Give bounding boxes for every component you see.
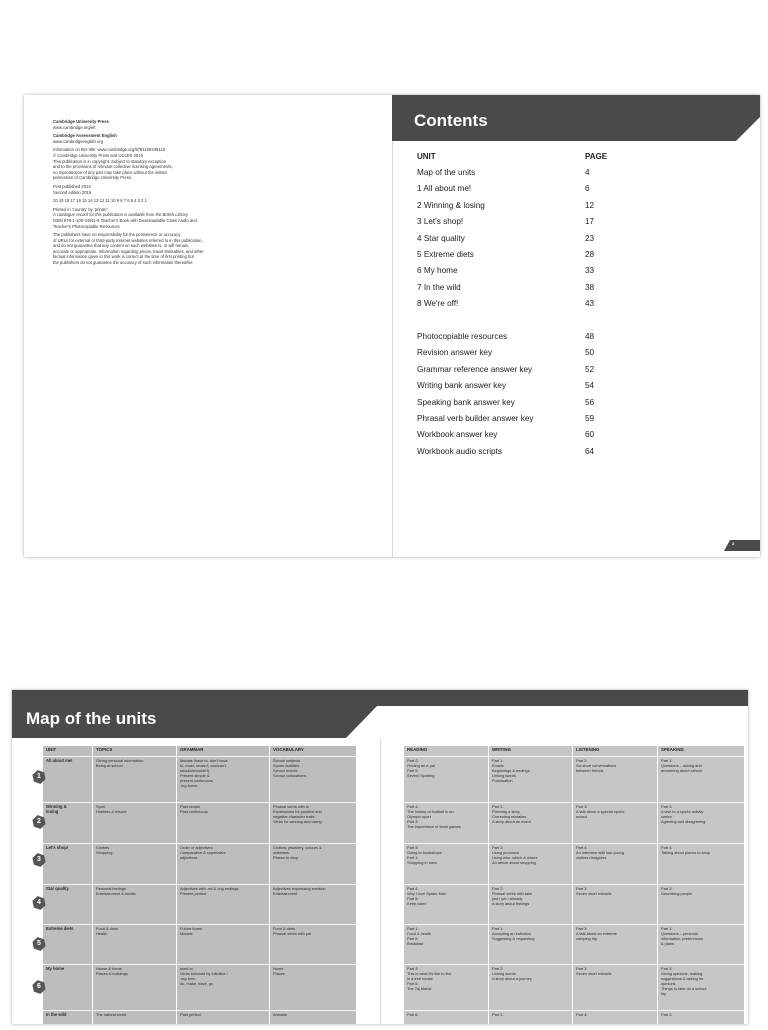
disclaimer [53,232,273,266]
table-cell: Part 1: Questions – asking and answering about school [658,756,744,802]
table-cell: Part 2: Using pronouns Using who, which & where An article about shopping [489,843,572,884]
table-cell: Part 1: Emails Beginnings & endings Linking words Punctuation [489,756,572,802]
catalogue-record: A catalogue record for this publication is available from the British Library [53,212,189,218]
table-column [573,746,657,1024]
page-gutter [380,738,381,1024]
toc-entry[interactable] [417,378,607,394]
table-cell: Adjectives with -ed & -ing endings Present perfect [177,884,269,924]
isbn [53,218,197,229]
table-cell: Part 3: Giving opinions, making suggestions & asking for opinions Things to take on a school trip [658,964,744,1010]
folio-banner [724,540,760,551]
toc-entry-label: Photocopiable resources [417,332,508,341]
table-cell: House & home Places & buildings [93,964,176,1010]
toc-entry-label: Speaking bank answer key [417,397,515,407]
column-header: UNIT [46,747,57,752]
table-cell: Home Places [270,964,356,1010]
table-cell: Phrasal verbs with in Expressions for positive and negative character traits Verbs for winning and losing [270,802,356,843]
toc-entry-label: 1 All about me! [417,184,472,194]
toc-entry-label: Revision answer key [417,348,493,358]
unit-number-badge [32,815,46,829]
contents-title: Contents [414,111,488,130]
unit-number-badge [32,770,46,784]
toc-entry[interactable] [417,411,607,427]
column-header: TOPICS [96,747,113,752]
table-cell: The natural world [93,1010,176,1030]
table-cell: Part 6: [404,1010,488,1030]
unit-number: 6 [37,983,41,990]
map-spread [12,690,748,1024]
toc-entry-page: 23 [585,233,595,243]
column-header: SPEAKING [661,747,684,752]
table-cell: Part 2: [489,1010,572,1030]
toc-entry-page: 59 [585,413,595,423]
toc-entry-page: 4 [585,168,590,177]
table-cell: Part 4: [573,1010,657,1030]
toc-entry[interactable] [417,165,607,181]
table-cell: Star quality [43,884,92,924]
table-cell: Part 1: Questions – personal information, preferences & plans [658,924,744,964]
toc-entry-page: 12 [585,200,595,210]
text-line: factual information given in this work is correct at the time of first printing but [53,254,194,260]
toc-entry[interactable] [417,296,607,312]
table-cell: Part 3: A talk about a special sports school [573,802,657,843]
toc-entry-label: Workbook audio scripts [417,446,502,456]
toc-entry-page: 6 [585,184,590,194]
toc-units [417,165,607,313]
copyright-notice [53,147,273,181]
table-column [658,746,744,1024]
table-cell: Part 2: Linking words A story about a journey [489,964,572,1010]
page-gutter [392,95,393,557]
column-header: READING [407,747,428,752]
unit-number: 5 [37,940,41,947]
table-cell: Sport Hobbies & leisure [93,802,176,843]
toc-entry[interactable] [417,214,607,230]
text-line: accurate or appropriate. Information regarding prices, travel timetables, and other [53,248,204,254]
toc-entry-label: 7 In the wild [417,282,461,292]
toc-entry-label: Map of the units [417,168,476,177]
table-cell: Part 5: Going to bookshops Part 1: Shopping in town [404,843,488,884]
toc-entry-page: 56 [585,397,595,407]
table-cell: School subjects Sports facilities School events School collocations [270,756,356,802]
print-line: 20 19 18 17 16 15 14 13 12 11 10 9 8 7 6 5 4 3 2 1 [53,198,147,204]
publisher-name: Cambridge University Press [53,119,109,124]
unit-number: 3 [37,856,41,863]
table-cell: Part 4: Why I love Spider-Man Part 6: Keep calm! [404,884,488,924]
toc-entry-label: Phrasal verb builder answer key [417,413,534,423]
table-cell: Part 4: Talking about places to shop [658,843,744,884]
assessment-name: Cambridge Assessment English [53,133,117,139]
toc-entry[interactable] [417,247,607,263]
toc-entry[interactable] [417,345,607,361]
copyright-page [53,119,273,269]
page-column-header: PAGE [585,152,608,161]
table-cell: Part 4: The history of football in an Olympic sport Part 3: The importance of team games [404,802,488,843]
text-line: The publishers have no responsibility for the persistence or accuracy [53,232,181,238]
table-cell: Personal feelings Entertainment & media [93,884,176,924]
text-line: the publishers do not guarantee the accuracy of such information thereafter. [53,260,194,266]
toc-entry[interactable] [417,263,607,279]
toc-entry-page: 38 [585,282,595,292]
text-line: © Cambridge University Press and UCLES 2019 [53,152,143,158]
table-cell: All about me! [43,756,92,802]
unit-number: 4 [37,899,41,906]
text-line: of URLs for external or third-party internet websites referred to in this publication, [53,237,203,243]
table-cell: Let's shop! [43,843,92,884]
table-column [93,746,176,1024]
toc-entry[interactable] [417,181,607,197]
table-cell: Giving personal information Being at school [93,756,176,802]
map-title: Map of the units [26,709,157,728]
unit-column-header: UNIT [417,152,436,161]
toc-entry[interactable] [417,395,607,411]
table-cell: Food & drink Phrasal verbs with put [270,924,356,964]
toc-entry-page: 48 [585,332,595,341]
toc-entry-label: 4 Star quality [417,233,465,243]
table-cell: Animals [270,1010,356,1030]
toc-entry-page: 50 [585,348,595,358]
text-line: First published 2013 [53,183,91,189]
text-line: and do not guarantee that any content on such websites is, or will remain, [53,243,190,249]
toc-entry[interactable] [417,280,607,296]
table-cell: Order of adjectives Comparative & superlative adjectives [177,843,269,884]
toc-entry-label: 5 Extreme diets [417,249,474,259]
table-cell: Part 2: Finding an e-pal Part 5: Seven! Spotting [404,756,488,802]
table-cell: Past perfect [177,1010,269,1030]
toc-entry[interactable] [417,329,607,345]
table-cell: Food & drink Health [93,924,176,964]
toc-entry-label: 6 My home [417,266,458,276]
toc-entry[interactable] [417,444,607,460]
contents-spread [24,95,760,557]
toc-entry-label: Writing bank answer key [417,381,507,391]
table-column [43,746,92,1024]
unit-number-badge [32,853,46,867]
toc-entry-label: 8 We're off! [417,299,459,309]
toc-entry-page: 17 [585,217,595,227]
toc-entry-label: 2 Winning & losing [417,200,485,210]
map-table-left [43,746,357,1024]
table-cell: Part 4: An interview with two young clothes designers [573,843,657,884]
toc-resources [417,329,607,460]
toc-entry[interactable] [417,362,607,378]
table-column [270,746,356,1024]
table-cell: Modals (have to, don't have to, must, mustn't, can/can't, should/shouldn't) Present simple & present continuous -ing forms [177,756,269,802]
publisher-url: www.cambridge.org/elt [53,124,96,130]
map-table-right [404,746,745,1024]
toc-entry-label: Grammar reference answer key [417,364,533,374]
table-cell: Clothes Shopping [93,843,176,884]
toc-entry-page: 54 [585,381,595,391]
toc-entry-label: Workbook answer key [417,430,498,440]
table-cell: Part 1: Seven short extracts [573,884,657,924]
table-cell: In the wild [43,1010,92,1030]
text-line: Second edition 2019 [53,189,92,195]
assessment-url: www.cambridgeenglish.org [53,138,104,144]
column-header: WRITING [492,747,512,752]
text-line: Teacher's Photocopiable Resources [53,223,120,229]
unit-number: 2 [37,818,41,825]
toc-entry[interactable] [417,427,607,443]
table-cell: My home [43,964,92,1010]
table-cell: Part 3: A visit to a sports activity centre Agreeing and disagreeing [658,802,744,843]
table-cell: Extreme diets [43,924,92,964]
column-header: GRAMMAR [180,747,204,752]
toc-entry-page: 64 [585,446,595,456]
table-cell: Part 2: Planning a story Correcting mistakes A story about an event [489,802,572,843]
text-line: no reproduction of any part may take place without the written [53,169,168,175]
table-column [404,746,488,1024]
column-header: VOCABULARY [273,747,304,752]
edition-info [53,184,273,195]
printed-in: Printed in 'country' by 'printer' [53,206,108,212]
unit-number-badge [32,937,46,951]
text-line: ISBN 978-1-108-34911-6 Teacher's Book with Downloadable Class Audio and [53,217,197,223]
table-cell: Part 1: Food & health Part 6: Breakfast [404,924,488,964]
table-column [177,746,269,1024]
column-header: LISTENING [576,747,600,752]
text-line: Information on this title: www.cambridge.org/9781108349116 [53,147,166,153]
unit-number: 1 [37,773,41,780]
toc-entry-page: 33 [585,266,595,276]
unit-number-badge [32,896,46,910]
toc-entry[interactable] [417,231,607,247]
toc-entry[interactable] [417,198,607,214]
table-cell: Part 2: Describing people [658,884,744,924]
page-number: 3 [732,541,735,546]
text-line: and to the provisions of relevant collective licensing agreements, [53,164,173,170]
toc-entry-page: 43 [585,299,595,309]
table-cell: Adjectives expressing emotion Entertainment [270,884,356,924]
table-cell: Part 2: Six short conversations between friends [573,756,657,802]
toc-entry-page: 60 [585,430,595,440]
toc-entry-page: 52 [585,364,595,374]
toc-entry-label: 3 Let's shop! [417,217,464,227]
table-cell: Winning & losing [43,802,92,843]
table-cell: Part 1: Seven short extracts [573,964,657,1010]
table-cell: Clothes, jewellery, colours & materials Places to shop [270,843,356,884]
unit-number-badge [32,980,46,994]
table-cell: Part 2: Phrasal verbs with take just / yet / already A story about feelings [489,884,572,924]
text-line: permission of Cambridge University Press. [53,175,133,181]
table-column [489,746,572,1024]
table-cell: Part 3: This is what it's like to live in a tree house Part 5: The Taj Mahal [404,964,488,1010]
table-cell: used to Verbs followed by infinitive / -ing form do, make, have, go [177,964,269,1010]
table-cell: Part 1: Accepting an invitation Suggesting & requesting [489,924,572,964]
table-cell: Part 3: A talk about an extreme camping trip [573,924,657,964]
text-line: This publication is in copyright. Subject to statutory exception [53,158,167,164]
toc-entry-page: 28 [585,249,595,259]
table-cell: Part 2: [658,1010,744,1030]
table-cell: Future forms Modals [177,924,269,964]
table-cell: Past simple Past continuous [177,802,269,843]
